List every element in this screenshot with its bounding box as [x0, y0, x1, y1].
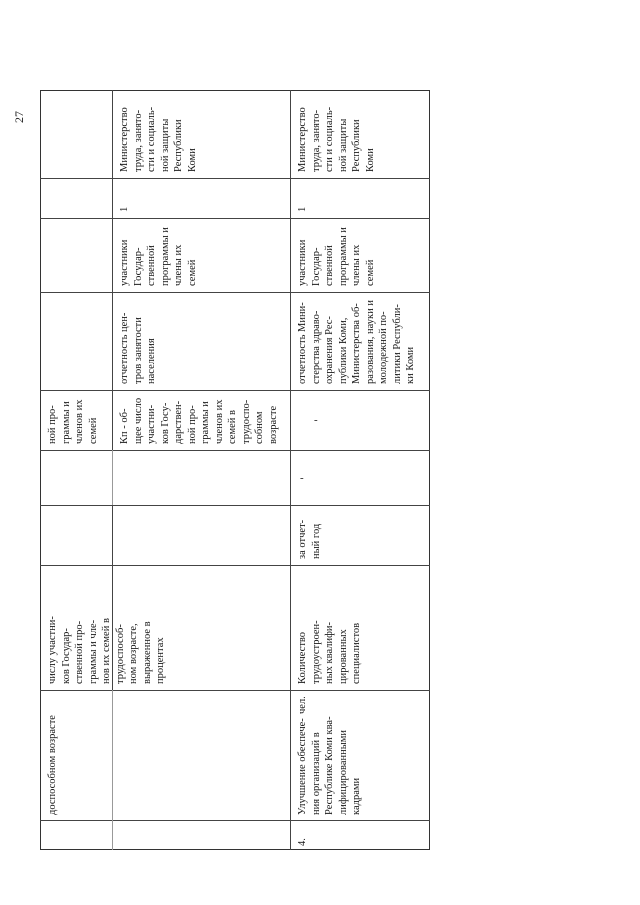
- column-divider: [40, 390, 430, 391]
- column-divider: [40, 450, 430, 451]
- cell-method-code: 1: [119, 206, 130, 212]
- column-divider: [40, 218, 430, 219]
- column-divider: [40, 820, 430, 821]
- cell-indicator-tail: ной про- граммы и членов их семей: [47, 399, 99, 444]
- column-divider: [40, 565, 430, 566]
- row-divider: [112, 450, 113, 505]
- cell-name: Улучшение обеспече- ния организаций в Республике Коми ква- лифицированными кадрами: [297, 716, 362, 815]
- row-divider: [112, 690, 113, 850]
- cell-source: отчетность Мини- стерства здраво- охранения Рес- публики Коми, Министерства об- разования, науки и молодежной по- литики Республи- ки Коми: [297, 299, 416, 384]
- cell-indicator-def: Кп - об- щее число участни- ков Госу- дарствен- ной про- граммы и членов их семей в трудоспо- собном возрасте: [119, 397, 279, 444]
- cell-formula: -: [300, 472, 304, 484]
- cell-responsible: Министерство труда, занято- сти и социаль- ной защиты Республики Коми: [119, 106, 198, 172]
- row-divider: [112, 90, 113, 450]
- cell-indicators: -: [314, 414, 318, 426]
- column-divider: [40, 292, 430, 293]
- cell-unit: чел.: [297, 696, 308, 714]
- column-divider: [40, 178, 430, 179]
- page-number: 27: [12, 111, 26, 123]
- table-frame: [40, 90, 430, 850]
- column-divider: [40, 690, 430, 691]
- row-divider: [290, 90, 291, 850]
- cell-object: участники Государ- ственной программы и члены их семей: [297, 227, 376, 286]
- cell-method: числу участни- ков Государ- ственной про- граммы и чле- нов их семей в трудоспособ- ном возрасте, выраженное в процентах: [47, 616, 166, 684]
- cell-method-code: 1: [297, 206, 308, 212]
- cell-responsible: Министерство труда, занято- сти и социаль- ной защиты Республики Коми: [297, 106, 376, 172]
- cell-name: доспособном возрасте: [47, 715, 58, 815]
- column-divider: [40, 505, 430, 506]
- cell-source: отчетность цен- тров занятости населения: [119, 312, 157, 384]
- cell-period: за отчет- ный год: [297, 519, 322, 559]
- cell-object: участники Государ- ственной программы и члены их семей: [119, 227, 198, 286]
- cell-number: 4.: [297, 838, 308, 846]
- cell-method: Количество трудоустроен- ных квалифи- цированных специалистов: [297, 620, 362, 684]
